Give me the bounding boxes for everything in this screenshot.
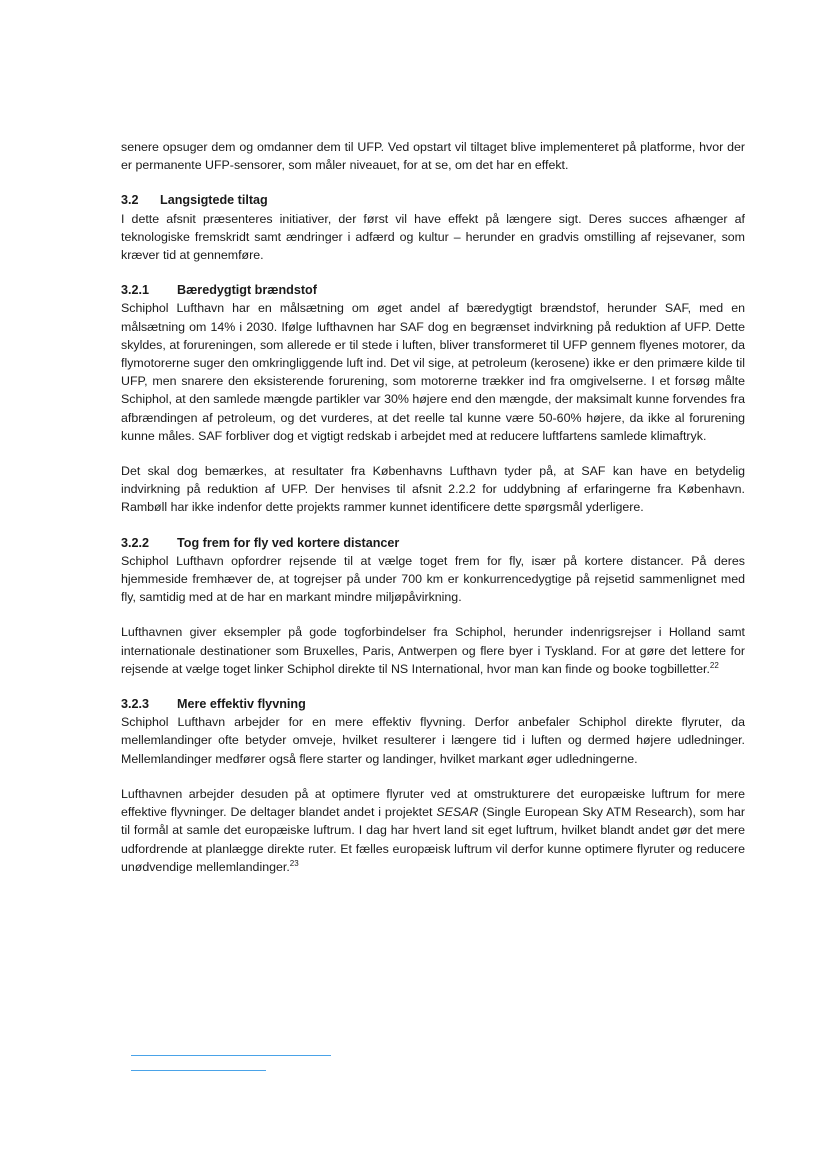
section-3-2-3-paragraph-1: Schiphol Lufthavn arbejder for en mere effektiv flyvning. Derfor anbefaler Schiphol direkte flyruter, da mellemlandinger ofte betyder omveje, hvilket resulterer i længere tid i luften og dermed højere udledninger. Mellemlandinger medfører også flere starter og landinger, hvilket markant øger udledningerne. <box>121 715 745 766</box>
section-title: Langsigtede tiltag <box>160 193 268 208</box>
section-3-2-2 <box>121 534 745 607</box>
section-3-2 <box>121 191 745 264</box>
section-title: Mere effektiv flyvning <box>177 697 306 712</box>
section-number: 3.2.3 <box>121 697 150 712</box>
section-title: Bæredygtigt brændstof <box>177 283 317 298</box>
section-heading-3-2-2 <box>121 534 745 552</box>
section-3-2-1-paragraph-2: Det skal dog bemærkes, at resultater fra Københavns Lufthavn tyder på, at SAF kan have en betydelig indvirkning på reduktion af UFP. Der henvises til afsnit 2.2.2 for uddybning af erfaringerne fra København. Rambøll har ikke indenfor dette projekts rammer kunnet identificere dette spørgsmål yderligere. <box>121 464 745 515</box>
section-3-2-3-paragraph-2 <box>121 785 745 876</box>
footnote-reference-22[interactable]: 22 <box>709 660 719 670</box>
section-3-2-1 <box>121 281 745 445</box>
paragraph-text: Lufthavnen arbejder desuden på at optimere flyruter ved at omstrukturere det europæiske luftrum for mere effektive flyvninger. De deltager blandet andet i projektet <box>121 786 745 820</box>
document-page <box>121 138 745 876</box>
paragraph-text: (Single European Sky ATM Research), som har til formål at samle det europæiske luftrum. I dag har hvert land sit eget luftrum, hvilket blandt andet gør det mere udfordrende at planlægge direkte ruter. Et fælles europæisk luftrum vil derfor kunne optimere flyruter og reducere unødvendige mellemlandinger. <box>121 805 745 874</box>
section-heading-3-2-3 <box>121 695 745 713</box>
section-heading-3-2 <box>121 191 745 209</box>
footnote-link-underline-23[interactable] <box>131 1070 266 1071</box>
section-3-2-2-paragraph-1: Schiphol Lufthavn opfordrer rejsende til at vælge toget frem for fly, især på kortere distancer. På deres hjemmeside fremhæver de, at togrejser på under 700 km er konkurrencedygtige på rejsetid sammenlignet med fly, samtidig med at de har en markant mindre miljøpåvirkning. <box>121 553 745 605</box>
section-heading-3-2-1 <box>121 281 745 299</box>
section-3-2-3 <box>121 695 745 768</box>
section-number: 3.2.1 <box>121 283 150 298</box>
paragraph-text: Lufthavnen giver eksempler på gode togforbindelser fra Schiphol, herunder indenrigsrejser i Holland samt internationale destinationer som Bruxelles, Paris, Antwerpen og flere byer i Tyskland. For at gøre det lettere for rejsende at vælge toget linker Schiphol direkte til NS International, hvor man kan finde og booke togbilletter. <box>121 625 745 676</box>
section-number: 3.2.2 <box>121 535 150 550</box>
footnote-link-underline-22[interactable] <box>131 1055 331 1056</box>
project-name: SESAR <box>436 805 479 820</box>
intro-paragraph: senere opsuger dem og omdanner dem til UFP. Ved opstart vil tiltaget blive implementeret på platforme, hvor der er permanente UFP-sensorer, som måler niveauet, for at se, om det har en effekt. <box>121 140 745 173</box>
section-3-2-1-paragraph-1: Schiphol Lufthavn har en målsætning om øget andel af bæredygtigt brændstof, herunder SAF, med en målsætning om 14% i 2030. Ifølge lufthavnen har SAF dog en begrænset indvirkning på reduktion af UFP. Dette skyldes, at forureningen, som allerede er til stede i luften, bliver transformeret til UFP gennem flyenes motorer, da flymotorerne suger den omkringliggende luft ind. Det vil sige, at petroleum (kerosene) ikke er den primære kilde til UFP, men snarere den eksisterende forurening, som motorerne trækker ind fra omgivelserne. I et forsøg målte Schiphol, at den samlede mængde partikler var 30% højere end den mængde, der maksimalt kunne forvendes fra afbrændingen af petroleum, og det vurderes, at det reelle tal kunne være 50-60% højere, da ikke al forurening kunne måles. SAF forbliver dog et vigtigt redskab i arbejdet med at reducere luftfartens samlede klimaftryk. <box>121 301 745 443</box>
footnote-reference-23[interactable]: 23 <box>289 858 299 868</box>
section-3-2-paragraph: I dette afsnit præsenteres initiativer, der først vil have effekt på længere sigt. Deres succes afhænger af teknologiske fremskridt samt ændringer i adfærd og kultur – herunder en gradvis omstilling af rejsevaner, som kræver tid at gennemføre. <box>121 211 745 263</box>
section-number: 3.2 <box>121 193 139 208</box>
section-title: Tog frem for fly ved kortere distancer <box>177 535 400 550</box>
section-3-2-2-paragraph-2 <box>121 623 745 678</box>
